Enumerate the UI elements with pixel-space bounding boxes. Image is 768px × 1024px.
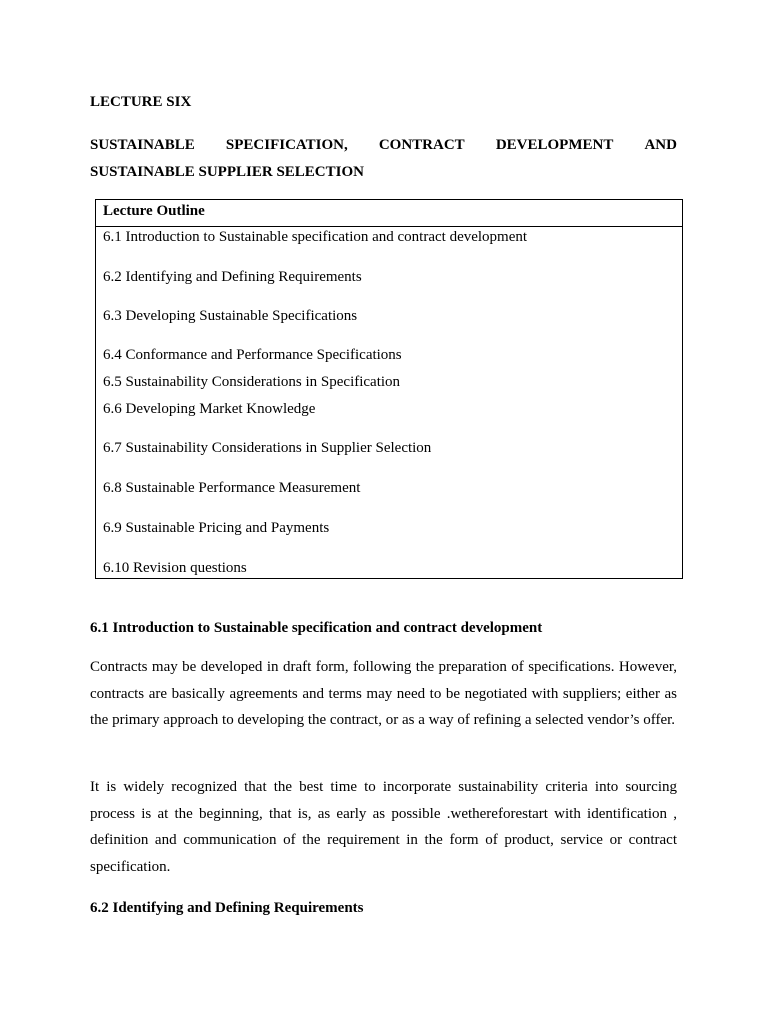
lecture-label: LECTURE SIX [90,94,192,110]
outline-item: 6.7 Sustainability Considerations in Supplier Selection [103,440,432,456]
outline-item: 6.8 Sustainable Performance Measurement [103,480,361,496]
section-6-2-heading: 6.2 Identifying and Defining Requirements [90,900,364,916]
outline-item: 6.9 Sustainable Pricing and Payments [103,520,330,536]
section-6-1-paragraph-1: Contracts may be developed in draft form, following the preparation of specifications. However, contracts are basically agreements and terms may need to be negotiated with suppliers; either as the primary approach to developing the contract, or as a way of refining a selected vendor’s offer. [90,659,677,729]
outline-item: 6.10 Revision questions [103,560,247,576]
outline-item: 6.3 Developing Sustainable Specifications [103,308,358,324]
title-word: SPECIFICATION, [225,137,348,153]
section-6-1-paragraph-2: It is widely recognized that the best time to incorporate sustainability criteria into sourcing process is at the beginning, that is, as early as possible .wethereforestart with identification , definition and communication of the requirement in the form of product, service or contract specification. [90,779,677,876]
lecture-title-line-1 [90,132,677,159]
title-word: DEVELOPMENT [495,137,614,153]
lecture-title-line-2: SUSTAINABLE SUPPLIER SELECTION [90,164,364,180]
outline-item: 6.2 Identifying and Defining Requirements [103,269,362,285]
outline-item: 6.1 Introduction to Sustainable specification and contract development [103,229,528,245]
outline-item: 6.4 Conformance and Performance Specifications [103,347,402,363]
lecture-title [90,132,677,186]
section-6-1-heading: 6.1 Introduction to Sustainable specification and contract development [90,620,543,636]
title-word: CONTRACT [378,137,465,153]
title-word: SUSTAINABLE [90,137,195,153]
outline-item: 6.6 Developing Market Knowledge [103,401,316,417]
lecture-outline-heading: Lecture Outline [96,200,682,227]
title-word: AND [644,137,677,153]
outline-item: 6.5 Sustainability Considerations in Specification [103,374,401,390]
lecture-outline-table [95,199,683,579]
